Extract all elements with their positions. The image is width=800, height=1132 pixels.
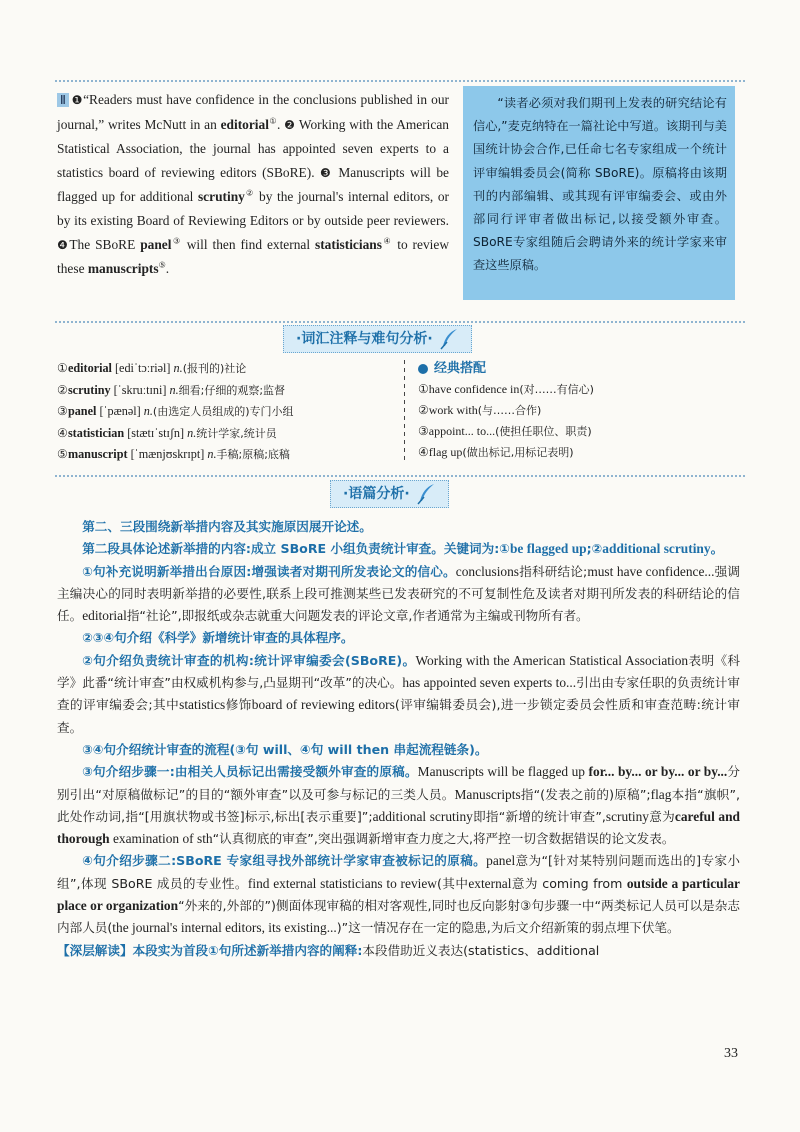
vocab-word: manuscripts: [87, 261, 159, 277]
vocab-word: scrutiny: [197, 189, 245, 205]
footnote-mark: ④: [381, 236, 393, 246]
vocab-word: panel: [140, 236, 172, 252]
sentence-3: Manuscripts will be flagged up for additional: [57, 164, 449, 205]
vocab-item: ⑤manuscript [ˈmænjʊskrɪpt] n.手稿;原稿;底稿: [57, 447, 290, 462]
vocab-item: ③panel [ˈpænəl] n.(由选定人员组成的)专门小组: [57, 404, 294, 419]
analysis-para: ②③④句介绍《科学》新增统计审查的具体程序。: [82, 630, 354, 646]
vocab-item: ①editorial [ediˈtɔːriəl] n.(报刊的)社论: [57, 361, 247, 375]
vocab-word: editorial: [220, 116, 269, 132]
collocations-list: [418, 358, 738, 463]
sentence-marker: ❷: [284, 117, 296, 132]
translation-box: [463, 86, 735, 300]
lower-dotted-rule: [55, 475, 745, 477]
footnote-mark: ①: [268, 116, 277, 126]
collocations-title: 经典搭配: [418, 358, 738, 379]
sentence-marker: ❶: [70, 93, 84, 107]
sentence-4: The SBoRE: [69, 236, 141, 252]
analysis-para: 第二段具体论述新举措的内容:成立 SBoRE 小组负责统计审查。关键词为:①be flagged up;②additional scrutiny。: [82, 541, 724, 557]
collocation-item: ④flag up(做出标记,用标记表明): [418, 445, 574, 459]
passage-english: Ⅱ ❶“Readers must have confidence in the conclusions published in our journal,” writes McNutt in an editorial①. ❷ Working with the American Statistical Association, the journal has appointed seven experts to a statistics board of reviewing editors (SBoRE). ❸ Manuscripts will be flagged up for additional scrutiny② by the journal's internal editors, or by its existing Board of Reviewing Editors or by outside peer reviewers. ❹The SBoRE panel③ will then find external statisticians④ to review these manuscripts⑤.: [57, 92, 449, 277]
collocation-item: ②work with(与……合作): [418, 403, 542, 417]
wavy-divider: [399, 360, 409, 464]
vocab-item: ②scrutiny [ˈskruːtɪni] n.细看;仔细的观察;监督: [57, 382, 286, 397]
section-title-vocab: ·词汇注释与难句分析·: [283, 325, 472, 353]
analysis-para: 第二、三段围绕新举措内容及其实施原因展开论述。: [82, 519, 372, 534]
analysis-para: ③句介绍步骤一:由相关人员标记出需接受额外审查的原稿。Manuscripts will be flagged up for... by... or by... or by...分别引出“对原稿做标记”的目的“额外审查”以及可参与标记的三类人员。Manuscripts指“(发表之前的)原稿”;flag本指“旗帜”,此处作动词,指“[用旗状物或书签]标示,标出[表示重要]”;additional scrutiny即指“新增的统计审查”,scrutiny意为careful and thorough examination of sth“认真彻底的审查”,突出强调新增审查力度之大,将严控一切含数据错误的论文发表。: [57, 764, 741, 847]
sentence-2: Working with the American Statistical Association, the journal has appointed seven experts to a statistics board of reviewing editors (SBoRE).: [57, 116, 449, 180]
quill-icon: [416, 483, 436, 505]
vocab-word: statisticians: [315, 236, 382, 252]
collocation-item: ①have confidence in(对……有信心): [418, 382, 594, 396]
vocab-item: ④statistician [stætɪˈstɪʃn] n.统计学家,统计员: [57, 425, 277, 440]
vocab-list: [57, 358, 397, 466]
footnote-mark: ②: [244, 188, 255, 198]
discourse-analysis: [57, 516, 740, 962]
translation-text: “读者必须对我们期刊上发表的研究结论有信心,”麦克纳特在一篇社论中写道。该期刊与美国统计协会合作,已任命七名专家组成一个统计评审编辑委员会(简称 SBoRE)。原稿将由该期刊的内部编辑、或其现有评审编委会、或由外部同行评审者做出标记,以接受额外审查。SBoRE专家组随后会聘请外来的统计学家来审查这些原稿。: [473, 96, 727, 273]
quill-icon: [439, 328, 459, 350]
analysis-para: ①句补充说明新举措出台原因:增强读者对期刊所发表论文的信心。conclusions指科研结论;must have confidence...强调主编决心的同时表明新举措的必要性,联系上段可推测某些已发表研究的不可复制性危及读者对期刊所发表的科研结论的信任。editorial指“社论”,即报纸或杂志就重大问题发表的评论文章,作者通常为主编或刊物所有者。: [57, 563, 741, 624]
paragraph-label: Ⅱ: [57, 93, 69, 107]
page-number: 33: [724, 1046, 738, 1061]
top-dotted-rule: [55, 80, 745, 82]
sentence-1: “Readers must have confidence in the conclusions published in our journal,” writes McNutt in an: [57, 92, 449, 132]
footnote-mark: ③: [171, 236, 182, 246]
section-title-discourse: ·语篇分析·: [330, 480, 449, 508]
sentence-marker: ❹: [57, 237, 70, 252]
sentence-marker: ❸: [320, 165, 333, 180]
analysis-para: ③④句介绍统计审查的流程(③句 will、④句 will then 串起流程链条)。: [82, 741, 488, 757]
mid-dotted-rule: [55, 321, 745, 323]
analysis-para: ④句介绍步骤二:SBoRE 专家组寻找外部统计学家审查被标记的原稿。panel意为“[针对某特别问题而选出的]专家小组”,体现 SBoRE 成员的专业性。find external statisticians to review(其中external意为 coming from outside a particular place or organization“外来的,外部的”)侧面体现审稿的相对客观性,同时也反向影射③句步骤一中“两类标记人员可以是杂志内部人员(the journal's internal editors, its existing...)”这一情况存在一定的隐患,为后文介绍新策的弱点埋下伏笔。: [57, 853, 740, 936]
analysis-para: ②句介绍负责统计审查的机构:统计评审编委会(SBoRE)。Working with the American Statistical Association表明《科学》此番“统计审查”由权威机构参与,凸显期刊“改革”的决心。has appointed seven experts to...引出由专家任职的负责统计审查的评审编委会;其中statistics修饰board of reviewing editors(评审编辑委员会),进一步锁定委员会性质和审查范畴:统计审查。: [57, 652, 741, 735]
analysis-para: 【深层解读】本段实为首段①句所述新举措内容的阐释:本段借助近义表达(statistics、additional: [57, 942, 600, 958]
collocation-item: ③appoint... to...(使担任职位、职责): [418, 424, 592, 438]
footnote-mark: ⑤: [158, 260, 166, 270]
bullet-dot-icon: [418, 364, 428, 374]
